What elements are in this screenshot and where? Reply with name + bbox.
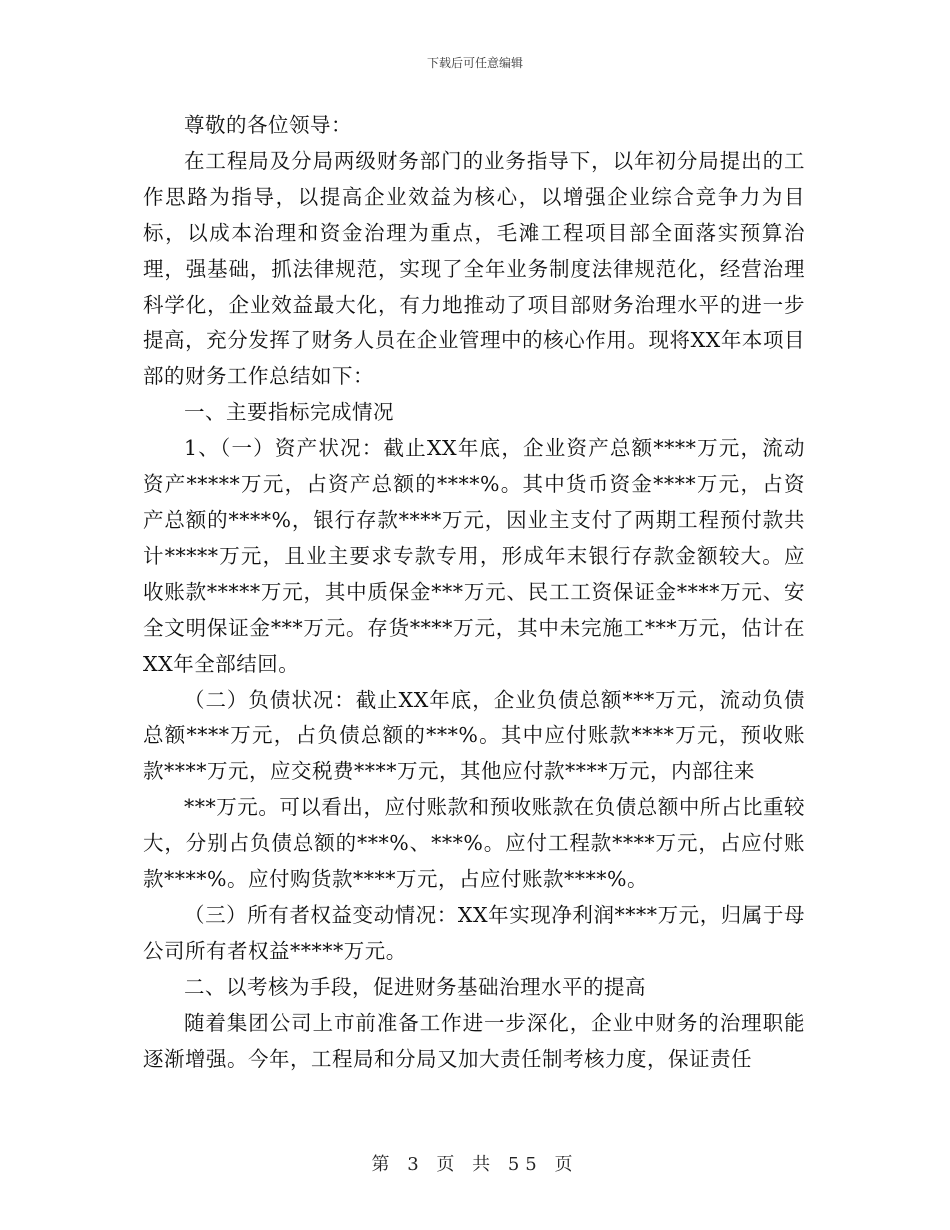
page-header: 下载后可任意编辑 <box>426 56 523 70</box>
document-body <box>143 108 805 1077</box>
section-heading-1: 一、主要指标完成情况 <box>184 400 394 425</box>
salutation: 尊敬的各位领导： <box>184 113 352 137</box>
equity-paragraph: （三）所有者权益变动情况：XX年实现净利润****万元，归属于母公司所有者权益*****万元。 <box>143 902 805 963</box>
page-number: 第 3 页 共 55 页 <box>371 1154 579 1175</box>
intro-paragraph: 在工程局及分局两级财务部门的业务指导下，以年初分局提出的工作思路为指导，以提高企业效益为核心，以增强企业综合竞争力为目标，以成本治理和资金治理为重点，毛滩工程项目部全面落实预算治理，强基础，抓法律规范，实现了全年业务制度法律规范化，经营治理科学化，企业效益最大化，有力地推动了项目部财务治理水平的进一步提高，充分发挥了财务人员在企业管理中的核心作用。现将XX年本项目部的财务工作总结如下： <box>143 148 805 389</box>
assets-paragraph: 1、（一）资产状况：截止XX年底，企业资产总额****万元，流动资产*****万元，占资产总额的****%。其中货币资金****万元，占资产总额的****%，银行存款****万元，因业主支付了两期工程预付款共计*****万元，且业主要求专款专用，形成年末银行存款金额较大。应收账款*****万元，其中质保金***万元、民工工资保证金****万元、安全文明保证金***万元。存货****万元，其中未完施工***万元，估计在XX年全部结回。 <box>143 436 805 676</box>
liabilities-continuation: ***万元。可以看出，应付账款和预收账款在负债总额中所占比重较大，分别占负债总额的***%、***%。应付工程款****万元，占应付账款****%。应付购货款****万元，占应付账款****%。 <box>143 795 805 892</box>
liabilities-paragraph: （二）负债状况：截止XX年底，企业负债总额***万元，流动负债总额****万元，占负债总额的***%。其中应付账款****万元，预收账款****万元，应交税费****万元，其他应付款****万元，内部往来 <box>143 687 805 784</box>
section-heading-2: 二、以考核为手段，促进财务基础治理水平的提高 <box>184 974 646 999</box>
assessment-paragraph: 随着集团公司上市前准备工作进一步深化，企业中财务的治理职能逐渐增强。今年，工程局和分局又加大责任制考核力度，保证责任 <box>143 1010 805 1071</box>
